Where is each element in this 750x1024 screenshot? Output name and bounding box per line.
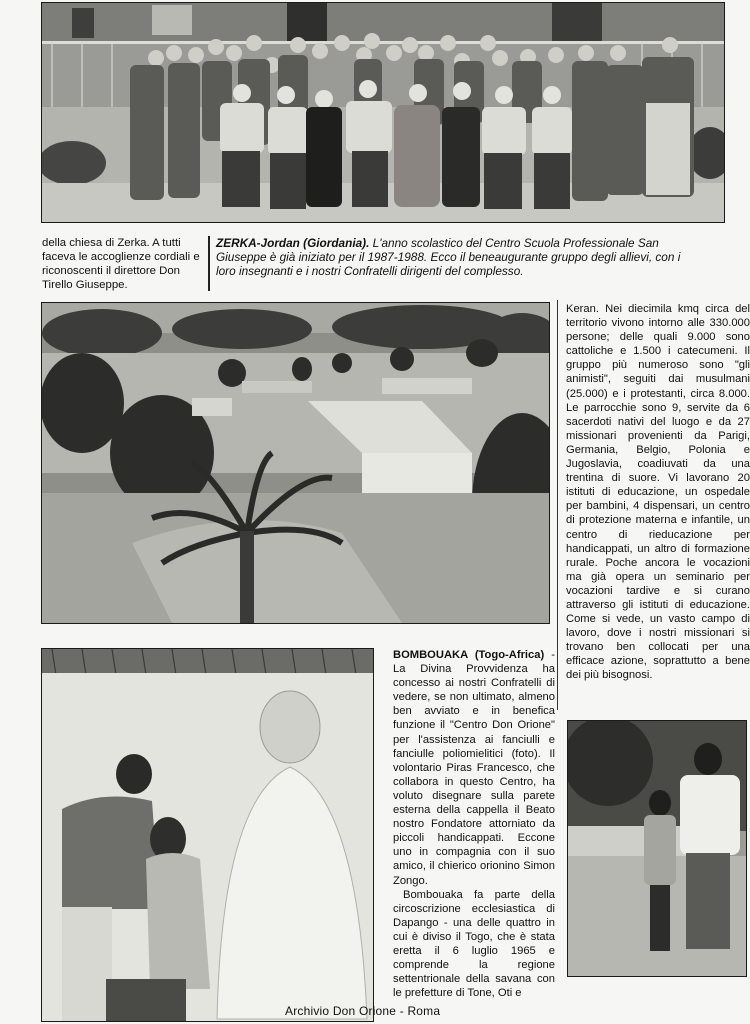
column-right <box>566 302 750 683</box>
children-photo-image <box>568 721 746 976</box>
mural-photo <box>41 648 374 1022</box>
caption-right <box>216 236 686 278</box>
mural-photo-image <box>42 649 373 1021</box>
column-mid-para2: Bombouaka fa parte della circoscrizione ecclesiastica di Dapango - una delle quattro in cui è diviso il Togo, che è stata eretta il 6 luglio 1965 e comprende la regione settentrionale della savana con le prefetture di Tone, Oti e <box>393 888 555 1000</box>
caption-left-text: della chiesa di Zerka. A tutti faceva le accoglienze cordiali e riconoscenti il direttore Don Tirello Giuseppe. <box>42 237 200 291</box>
column-right-text: Keran. Nei diecimila kmq circa del territorio vivono intorno alle 330.000 persone; delle quali 9.000 sono cattoliche e 1.500 i catecumeni. Il gruppo più numeroso sono "gli animisti", seguiti dai musulmani (25.000) e i protestanti, circa 8.000. Le parrocchie sono 9, servite da 6 sacerdoti nativi del luogo e da 27 missionari provenienti da Parigi, Germania, Belgio, Polonia e Jugoslavia, coadiuvati da una trentina di suore. Vi lavorano 20 istituti di educazione, un ospedale per bambini, 4 dispensari, un centro di protezione materna e infantile, un centro di rieducazione per handicappati, un altro di formazione rurale. Poche ancora le vocazioni ma già opera un seminario per vocazioni tardive e si curano attraverso gli istituti di educazione. Come si vede, un vasto campo di lavoro, dove i nostri missionari si trovano ben collocati per una efficace azione, soprattutto a bene dei più bisognosi. <box>566 303 750 682</box>
column-divider-top <box>557 300 558 710</box>
caption-right-lead: ZERKA-Jordan (Giordania). <box>216 236 370 250</box>
column-mid-heading: BOMBOUAKA (Togo-Africa) <box>393 649 545 661</box>
archive-footer: Archivio Don Orione - Roma <box>285 1004 441 1018</box>
landscape-photo-image <box>42 303 549 623</box>
group-photo <box>41 2 725 223</box>
caption-right-text: L'anno scolastico del Centro Scuola Professionale San Giuseppe è già iniziato per il 1987-1988. Ecco il beneaugurante gruppo degli allievi, con i loro insegnanti e i nostri Confratelli dirigenti del complesso. <box>216 236 681 278</box>
column-mid-para1: - La Divina Provvidenza ha concesso ai nostri Confratelli di vedere, se non ultimato, almeno ben avviato e in benefica funzione il "Centro Don Orione" per l'assistenza ai fanciulli e fanciulle poliomielitici (foto). Il volontario Piras Francesco, che collabora in questo Centro, ha voluto disegnare sulla parete esterna della cappella il Beato nostro Fondatore attorniato da piccoli handicappati. Eccone uno in compagnia con il suo amico, il chierico orionino Simon Zongo. <box>393 649 555 887</box>
caption-divider <box>208 236 210 291</box>
landscape-photo <box>41 302 550 624</box>
caption-left <box>42 236 202 292</box>
group-photo-image <box>42 3 724 222</box>
column-mid <box>393 648 555 1000</box>
children-photo <box>567 720 747 977</box>
